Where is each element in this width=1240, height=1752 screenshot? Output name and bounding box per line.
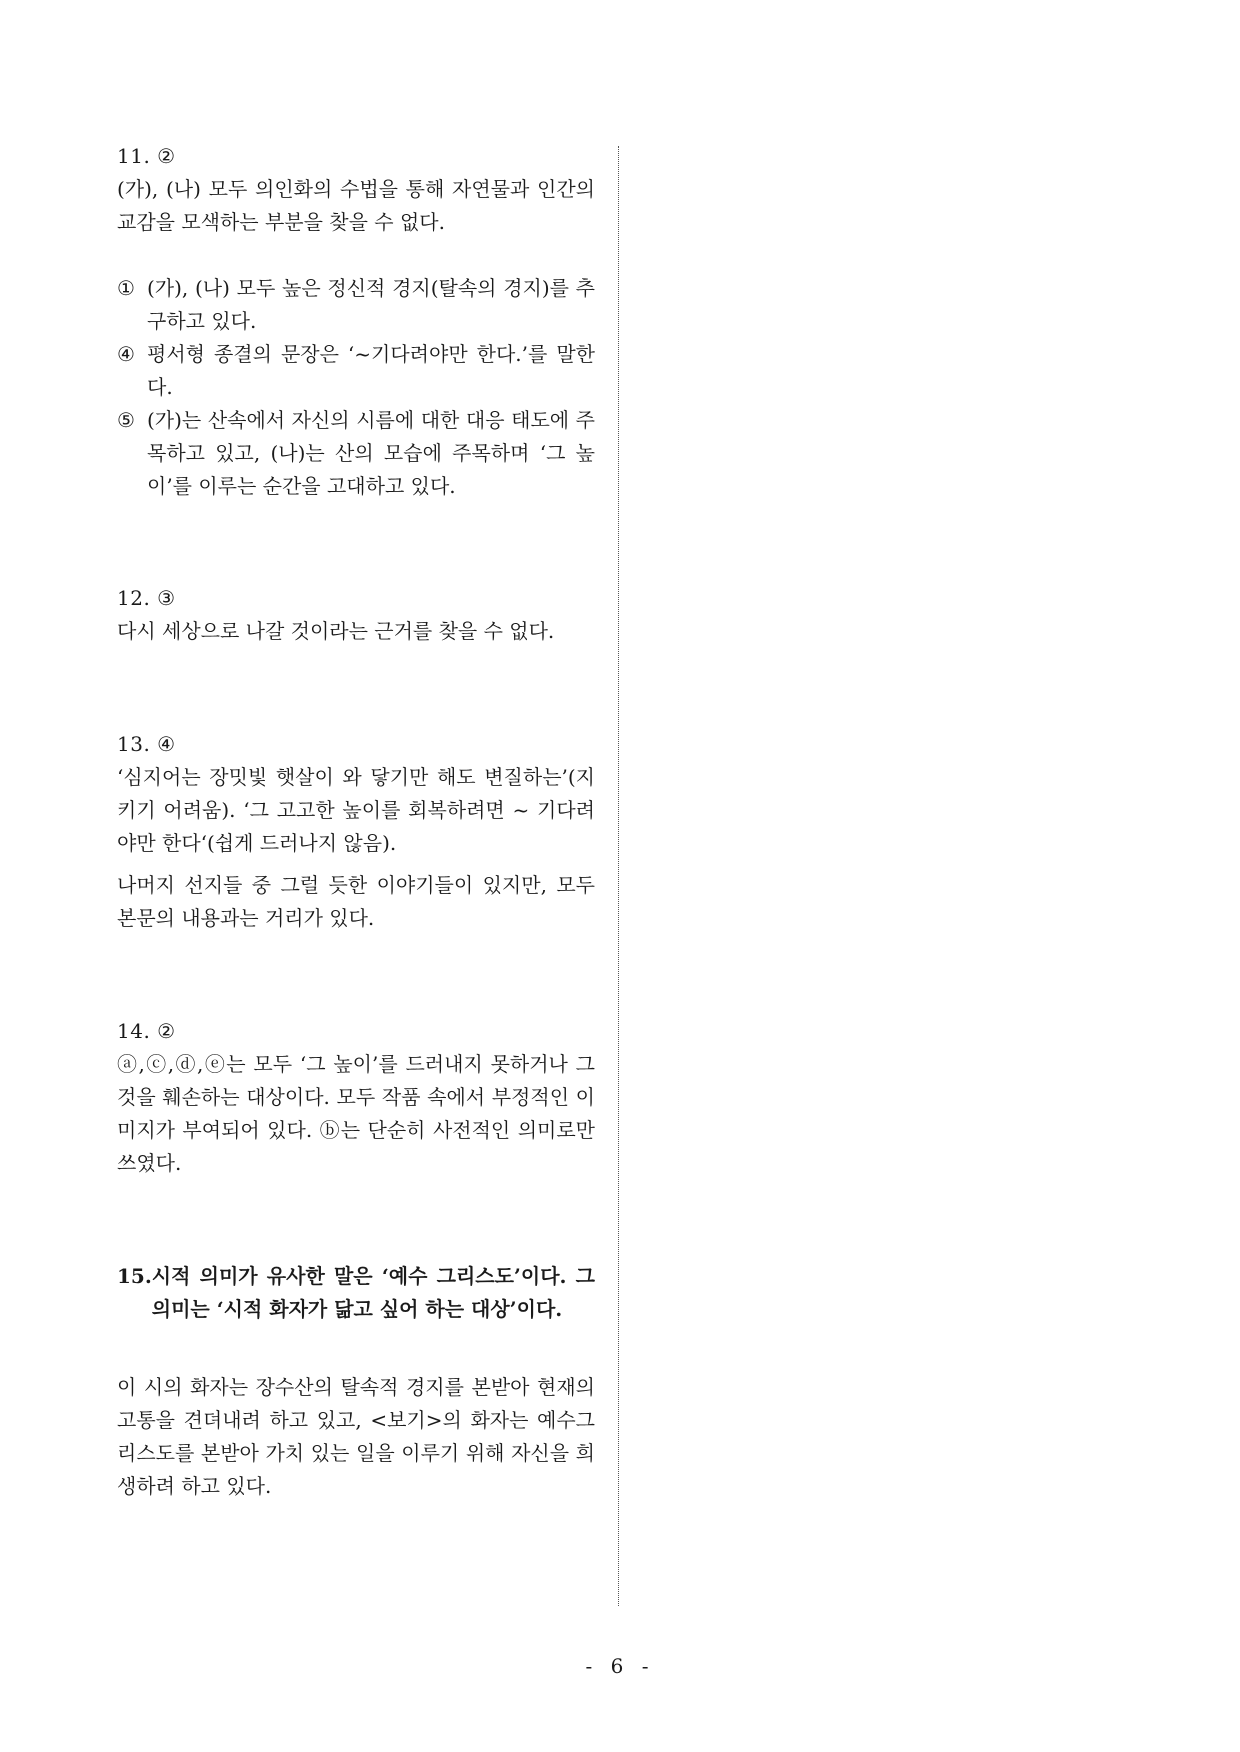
answer-11-explanation: (가), (나) 모두 의인화의 수법을 통해 자연물과 인간의 교감을 모색하는 부분을 찾을 수 없다. [117,177,595,234]
answer-11-choice-5 [117,404,595,503]
answer-13-header: 13. ④ [117,732,176,756]
column-divider [618,146,619,1606]
answer-15-answer-text: 시적 의미가 유사한 말은 ‘예수 그리스도’이다. 그 의미는 ‘시적 화자가 닮고 싶어 하는 대상’이다. [151,1264,595,1321]
answer-15 [117,1260,595,1326]
answer-14 [117,1015,595,1180]
page-number: - 6 - [585,1654,655,1678]
choice-mark: ⑤ [117,408,135,432]
choice-mark: ① [117,276,135,300]
answer-12-header: 12. ③ [117,586,176,610]
answer-13 [117,728,595,935]
answer-14-explanation: ⓐ,ⓒ,ⓓ,ⓔ는 모두 ‘그 높이’를 드러내지 못하거나 그것을 훼손하는 대상이다. 모두 작품 속에서 부정적인 이미지가 부여되어 있다. ⓑ는 단순히 사전적인 의미로만 쓰였다. [117,1052,595,1175]
choice-text: (가), (나) 모두 높은 정신적 경지(탈속의 경지)를 추구하고 있다. [147,276,595,333]
answer-15-explanation: 이 시의 화자는 장수산의 탈속적 경지를 본받아 현재의 고통을 견뎌내려 하고 있고, <보기>의 화자는 예수그리스도를 본받아 가치 있는 일을 이루기 위해 자신을 희생하려 하고 있다. [117,1375,595,1498]
answer-15-number: 15. [117,1264,152,1288]
answer-13-note: 나머지 선지들 중 그럴 듯한 이야기들이 있지만, 모두 본문의 내용과는 거리가 있다. [117,873,595,930]
answer-12 [117,582,595,648]
choice-mark: ④ [117,342,135,366]
answer-13-explanation: ‘심지어는 장밋빛 햇살이 와 닿기만 해도 변질하는’(지키기 어려움). ‘그 고고한 높이를 회복하려면 ~ 기다려야만 한다‘(쉽게 드러나지 않음). [117,765,595,855]
choice-text: (가)는 산속에서 자신의 시름에 대한 대응 태도에 주목하고 있고, (나)는 산의 모습에 주목하며 ‘그 높이’를 이루는 순간을 고대하고 있다. [147,408,595,498]
answer-11-choice-1 [117,272,595,338]
answer-12-explanation: 다시 세상으로 나갈 것이라는 근거를 찾을 수 없다. [117,619,555,643]
answer-14-header: 14. ② [117,1019,176,1043]
answer-15-body [117,1371,595,1503]
answer-column [117,140,595,1503]
choice-text: 평서형 종결의 문장은 ‘~기다려야만 한다.’를 말한다. [147,342,595,399]
answer-15-answer [117,1260,595,1326]
answer-11-header: 11. ② [117,144,176,168]
answer-11 [117,140,595,503]
answer-11-choice-4 [117,338,595,404]
